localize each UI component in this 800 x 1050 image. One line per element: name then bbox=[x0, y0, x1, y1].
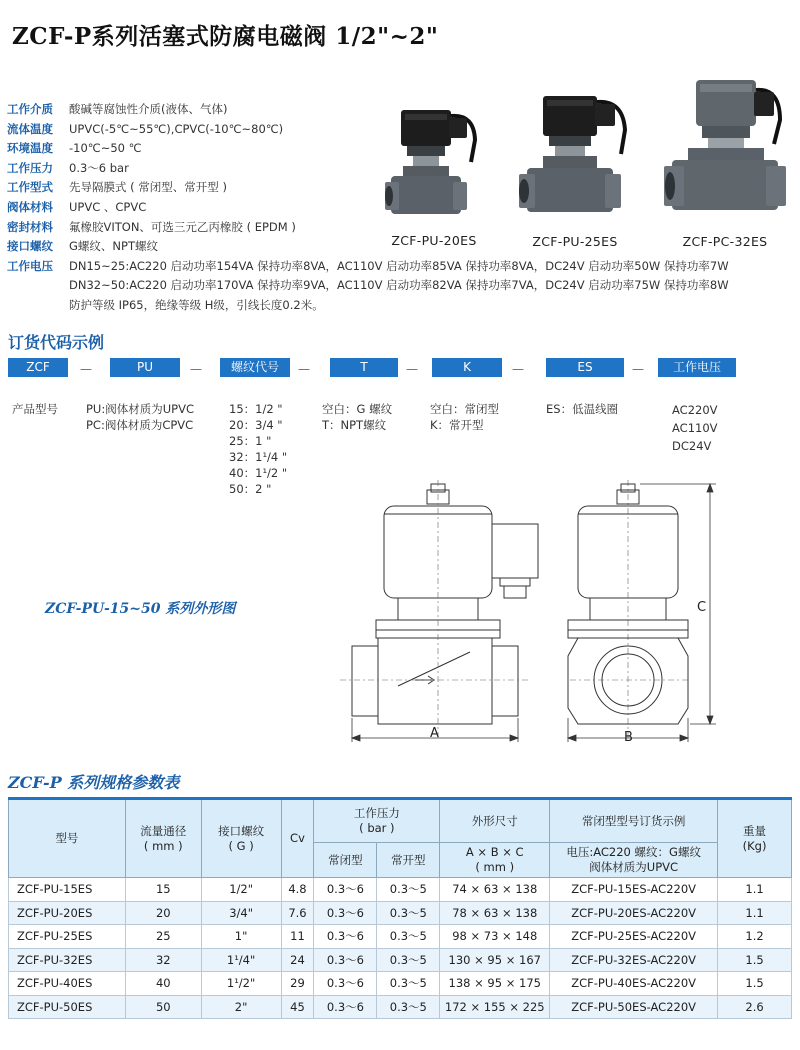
spec-label: 工作压力 bbox=[7, 160, 53, 175]
table-row bbox=[9, 948, 792, 972]
code-desc-voltage: AC220V AC110V DC24V bbox=[672, 403, 718, 453]
code-separator: — bbox=[632, 362, 644, 376]
table-cell: 0.3～6 bbox=[314, 948, 377, 972]
table-cell: 0.3～5 bbox=[377, 878, 440, 902]
header-thread: 接口螺纹 ( G ) bbox=[201, 799, 281, 878]
outline-drawing bbox=[0, 480, 800, 755]
header-model: 型号 bbox=[9, 799, 126, 878]
table-cell: 40 bbox=[125, 972, 201, 996]
table-cell: ZCF-PU-15ES-AC220V bbox=[550, 878, 718, 902]
table-cell: 0.3～6 bbox=[314, 925, 377, 949]
table-cell: 0.3～5 bbox=[377, 901, 440, 925]
drawing-caption: ZCF-PU-15~50 系列外形图 bbox=[45, 601, 236, 617]
table-cell: 0.3～6 bbox=[314, 901, 377, 925]
table-cell: 78 × 63 × 138 bbox=[440, 901, 550, 925]
table-row bbox=[9, 925, 792, 949]
table-cell: 2.6 bbox=[718, 995, 792, 1019]
product-label: ZCF-PU-20ES bbox=[391, 233, 477, 248]
code-separator: — bbox=[406, 362, 418, 376]
code-box-thread-type: T bbox=[330, 358, 398, 377]
table-cell: ZCF-PU-25ES-AC220V bbox=[550, 925, 718, 949]
dimension-label-c: C bbox=[697, 600, 707, 615]
header-order-example: 常闭型型号订货示例 bbox=[550, 799, 718, 843]
spec-label: 接口螺纹 bbox=[7, 239, 53, 254]
table-cell: 50 bbox=[125, 995, 201, 1019]
table-cell: 15 bbox=[125, 878, 201, 902]
code-box-coil: ES bbox=[546, 358, 624, 377]
table-cell: ZCF-PU-40ES-AC220V bbox=[550, 972, 718, 996]
header-cv: Cv bbox=[281, 799, 314, 878]
table-cell: 1.5 bbox=[718, 972, 792, 996]
code-box-thread-code: 螺纹代号 bbox=[220, 358, 290, 377]
table-cell: 20 bbox=[125, 901, 201, 925]
table-row bbox=[9, 972, 792, 996]
spec-label: 环境温度 bbox=[7, 141, 53, 156]
table-cell: 0.3～5 bbox=[377, 925, 440, 949]
header-weight: 重量 (Kg) bbox=[718, 799, 792, 878]
table-cell: ZCF-PU-20ES-AC220V bbox=[550, 901, 718, 925]
table-cell: 98 × 73 × 148 bbox=[440, 925, 550, 949]
spec-value: 先导隔膜式 ( 常闭型、常开型 ) bbox=[69, 180, 227, 195]
code-desc-type: 空白：常闭型 K：常开型 bbox=[430, 402, 499, 432]
table-cell: 74 × 63 × 138 bbox=[440, 878, 550, 902]
page-title: ZCF-P系列活塞式防腐电磁阀 1/2"~2" bbox=[12, 23, 439, 50]
product-pc-32es bbox=[660, 70, 790, 249]
table-cell: 0.3～5 bbox=[377, 995, 440, 1019]
code-separator: — bbox=[512, 362, 524, 376]
table-cell: 32 bbox=[125, 948, 201, 972]
table-cell: 138 × 95 × 175 bbox=[440, 972, 550, 996]
table-cell: ZCF-PU-50ES bbox=[9, 995, 126, 1019]
spec-label: 流体温度 bbox=[7, 121, 53, 136]
table-cell: ZCF-PU-50ES-AC220V bbox=[550, 995, 718, 1019]
table-cell: ZCF-PU-25ES bbox=[9, 925, 126, 949]
table-row bbox=[9, 901, 792, 925]
table-cell: ZCF-PU-20ES bbox=[9, 901, 126, 925]
spec-value: 酸碱等腐蚀性介质(液体、气体) bbox=[69, 102, 228, 116]
header-flow-diameter: 流量通径 ( mm ) bbox=[125, 799, 201, 878]
table-cell: 1.1 bbox=[718, 878, 792, 902]
header-size: 外形尺寸 bbox=[440, 799, 550, 843]
code-desc-thread-code: 15：1/2 " 20：3/4 " 25：1 " 32：1¹/4 " 40：1¹/2 " 50：2 " bbox=[229, 402, 288, 496]
valve-photo-icon bbox=[515, 78, 635, 228]
table-cell: 7.6 bbox=[281, 901, 314, 925]
code-box-model: ZCF bbox=[8, 358, 68, 377]
table-cell: 45 bbox=[281, 995, 314, 1019]
table-cell: 4.8 bbox=[281, 878, 314, 902]
spec-value: -10℃~50 ℃ bbox=[69, 141, 142, 156]
table-cell: 25 bbox=[125, 925, 201, 949]
spec-value: 0.3～6 bar bbox=[69, 160, 129, 175]
code-separator: — bbox=[190, 362, 202, 376]
dimension-label-a: A bbox=[430, 726, 439, 741]
valve-photo-icon bbox=[662, 70, 788, 228]
spec-label: 阀体材料 bbox=[7, 199, 53, 214]
code-desc-thread-type: 空白：G 螺纹 T：NPT螺纹 bbox=[322, 402, 393, 432]
code-desc-coil: ES：低温线圈 bbox=[546, 402, 619, 416]
table-cell: 1/2" bbox=[201, 878, 281, 902]
table-cell: 29 bbox=[281, 972, 314, 996]
table-cell: ZCF-PU-32ES bbox=[9, 948, 126, 972]
table-cell: 3/4" bbox=[201, 901, 281, 925]
code-box-voltage: 工作电压 bbox=[658, 358, 736, 377]
valve-photo-icon bbox=[379, 92, 489, 227]
table-cell: 1.1 bbox=[718, 901, 792, 925]
header-size-sub: A × B × C ( mm ) bbox=[440, 843, 550, 878]
table-cell: 0.3～6 bbox=[314, 972, 377, 996]
spec-table bbox=[8, 797, 792, 1019]
table-cell: 172 × 155 × 225 bbox=[440, 995, 550, 1019]
table-cell: 1" bbox=[201, 925, 281, 949]
product-pu-20es bbox=[372, 92, 496, 248]
spec-value: DN15~25:AC220 启动功率154VA 保持功率8VA，AC110V 启动功率85VA 保持功率8VA，DC24V 启动功率50W 保持功率7W bbox=[69, 258, 729, 273]
product-label: ZCF-PU-25ES bbox=[532, 234, 618, 249]
table-cell: 1¹/2" bbox=[201, 972, 281, 996]
table-cell: 11 bbox=[281, 925, 314, 949]
product-label: ZCF-PC-32ES bbox=[682, 234, 768, 249]
table-cell: 0.3～5 bbox=[377, 972, 440, 996]
table-cell: 2" bbox=[201, 995, 281, 1019]
code-separator: — bbox=[298, 362, 310, 376]
table-row bbox=[9, 995, 792, 1019]
table-cell: 130 × 95 × 167 bbox=[440, 948, 550, 972]
spec-value: UPVC(-5℃~55℃),CPVC(-10℃~80℃) bbox=[69, 121, 284, 136]
header-order-sub: 电压:AC220 螺纹：G螺纹 阀体材质为UPVC bbox=[550, 843, 718, 878]
table-cell: 1.5 bbox=[718, 948, 792, 972]
table-cell: 0.3～5 bbox=[377, 948, 440, 972]
table-cell: ZCF-PU-32ES-AC220V bbox=[550, 948, 718, 972]
spec-value: DN32~50:AC220 启动功率170VA 保持功率9VA，AC110V 启动功率82VA 保持功率7VA，DC24V 启动功率75W 保持功率8W bbox=[69, 278, 729, 293]
spec-value: UPVC 、CPVC bbox=[69, 199, 147, 214]
header-normally-closed: 常闭型 bbox=[314, 843, 377, 878]
table-row bbox=[9, 878, 792, 902]
table-cell: 0.3～6 bbox=[314, 878, 377, 902]
code-separator: — bbox=[80, 362, 92, 376]
product-pu-25es bbox=[513, 78, 637, 249]
ordering-title: 订货代码示例 bbox=[8, 333, 105, 352]
dimension-label-b: B bbox=[624, 730, 633, 745]
code-desc-model: 产品型号 bbox=[12, 402, 58, 416]
table-cell: ZCF-PU-40ES bbox=[9, 972, 126, 996]
table-cell: 0.3～6 bbox=[314, 995, 377, 1019]
code-box-material: PU bbox=[110, 358, 180, 377]
table-cell: ZCF-PU-15ES bbox=[9, 878, 126, 902]
spec-value: G螺纹、NPT螺纹 bbox=[69, 239, 158, 254]
table-cell: 24 bbox=[281, 948, 314, 972]
spec-value: 氟橡胶VITON、可选三元乙丙橡胶 ( EPDM ) bbox=[69, 219, 296, 234]
spec-label: 工作介质 bbox=[7, 102, 53, 116]
header-normally-open: 常开型 bbox=[377, 843, 440, 878]
spec-value: 防护等级 IP65，绝缘等级 H级，引线长度0.2米。 bbox=[69, 297, 324, 312]
code-desc-material: PU:阀体材质为UPVC PC:阀体材质为CPVC bbox=[86, 402, 194, 432]
table-cell: 1¹/4" bbox=[201, 948, 281, 972]
table-title: ZCF-P 系列规格参数表 bbox=[8, 773, 180, 792]
spec-label: 工作型式 bbox=[7, 180, 53, 195]
spec-row bbox=[7, 257, 797, 316]
header-pressure: 工作压力 ( bar ) bbox=[314, 799, 440, 843]
code-box-type: K bbox=[432, 358, 502, 377]
table-cell: 1.2 bbox=[718, 925, 792, 949]
spec-label: 工作电压 bbox=[7, 258, 53, 273]
spec-label: 密封材料 bbox=[7, 219, 53, 234]
